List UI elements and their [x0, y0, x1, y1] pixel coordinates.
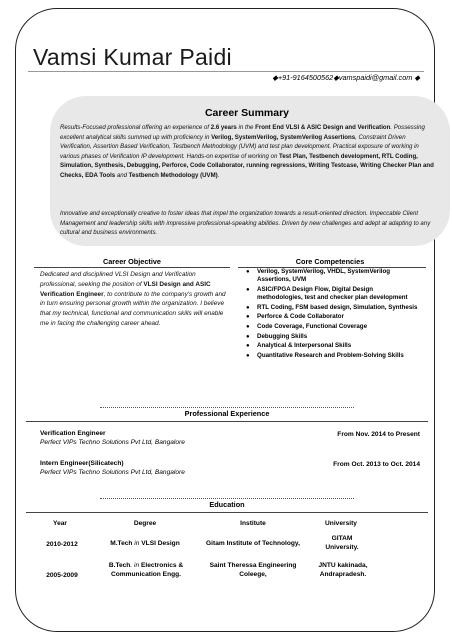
competency-item: ● Analytical & Interpersonal Skills: [246, 342, 352, 350]
education-header-degree: Degree: [133, 520, 157, 527]
career-summary-paragraph-2: Innovative and exceptionally creative to foster ideas that impel the organization towards a result-oriented direction. Impeccable Client Management and leadership skills with impressive professional-speaking abilities. Driven by new challenges and adept at adapting to any cultural and business environments.: [60, 210, 431, 236]
diamond-icon: ◆: [333, 73, 339, 82]
name-divider: [28, 71, 424, 72]
competency-item: ● RTL Coding, FSM based design, Simulation, Synthesis: [246, 303, 418, 311]
career-summary-title: Career Summary: [204, 107, 290, 119]
education-year: 2010-2012: [46, 541, 78, 548]
bullet-icon: ●: [246, 323, 250, 330]
education-year: 2005-2009: [46, 572, 78, 579]
education-university: GITAM University.: [325, 535, 359, 551]
experience-divider: [26, 421, 428, 422]
competency-item: ● Quantitative Research and Problem-Solving Skills: [246, 351, 404, 359]
core-competencies-list: [246, 268, 418, 361]
core-competencies-title: Core Competencies: [295, 257, 365, 266]
career-objective-divider: [34, 267, 230, 268]
bullet-icon: ●: [246, 269, 250, 275]
education-header-year: Year: [53, 520, 67, 527]
job-company: Perfect VIPs Techno Solutions Pvt Ltd, Bangalore: [40, 439, 185, 446]
education-header-university: University: [325, 520, 357, 527]
education-university: JNTU kakinada, Andrapradesh.: [318, 562, 368, 578]
diamond-icon: ◆: [414, 73, 420, 82]
education-degree: B.Tech. in Electronics & Communication Engg.: [108, 562, 184, 578]
career-summary-paragraph-1: Results-Focused professional offering an experience of 2.6 years in the Front End VLSI & ASIC Design and Verification. Possessing excellent analytical skills summed up with proficiency in Verilog, SystemVerilog, SystemVerilog Assertions, Constraint Driven Verification, Assertion Based Verification, Testbench Methodology (UVM) and test plan development. Practical exposure of working in various phases of Verification IP development. Hands-on expertise of working on Test Plan, Testbench development, RTL Coding, Simulation, Synthesis, Debugging, Perforce, Code Collaborator, running regressions, Writing Testcase, Writing Checker Plan and Checks, EDA Tools and Testbench Methodology (UVM).: [60, 124, 434, 179]
job-dates: From Oct. 2013 to Oct. 2014: [333, 461, 420, 468]
bullet-icon: ●: [246, 333, 250, 340]
email-address[interactable]: vamspaidi@gmail.com: [338, 73, 413, 82]
career-objective-title: Career Objective: [102, 257, 161, 266]
competency-item: ● Code Coverage, Functional Coverage: [246, 322, 368, 330]
education-institute: Gitam Institute of Technology,: [206, 540, 300, 547]
phone-number[interactable]: +91-9164500562: [277, 73, 334, 82]
competency-item: ● Verilog, SystemVerilog, VHDL, SystemVerilog Assertions, UVM: [246, 268, 391, 284]
education-degree: M.Tech in VLSI Design: [110, 540, 180, 547]
job-dates: From Nov. 2014 to Present: [337, 431, 420, 438]
education-divider: [26, 512, 428, 513]
education-header-institute: Institute: [240, 520, 266, 527]
career-objective-text: Dedicated and disciplined VLSI Design and Verification professional, seeking the position of VLSI Design and ASIC Verification Engineer, to contribute to the company's growth and in turn ensuring personal growth within the organization. I believe that my technical, functional and communication skills will enable me in facing the challenging career ahead.: [40, 271, 226, 327]
bullet-icon: ●: [246, 352, 250, 359]
competency-item: ● Debugging Skills: [246, 332, 308, 340]
bullet-icon: ●: [246, 343, 250, 350]
bullet-icon: ●: [246, 304, 250, 311]
diamond-icon: ◆: [272, 73, 278, 82]
education-divider-top: [100, 498, 354, 499]
education-title: Education: [209, 500, 245, 509]
job-company: Perfect VIPs Techno Solutions Pvt Ltd, Bangalore: [40, 469, 185, 476]
competency-item: ● Perforce & Code Collaborator: [246, 313, 344, 321]
bullet-icon: ●: [246, 286, 250, 293]
contact-line: [272, 73, 420, 82]
professional-experience-title: Professional Experience: [184, 409, 270, 418]
job-title: Verification Engineer: [40, 430, 106, 437]
competency-item: ● ASIC/FPGA Design Flow, Digital Design methodologies, test and checker plan development: [246, 285, 408, 302]
job-title: Intern Engineer(Silicatech): [40, 460, 124, 467]
experience-divider-top: [100, 407, 354, 408]
candidate-name: Vamsi Kumar Paidi: [33, 44, 232, 70]
bullet-icon: ●: [246, 314, 250, 321]
education-institute: Saint Theressa Engineering Coleege,: [209, 562, 297, 578]
